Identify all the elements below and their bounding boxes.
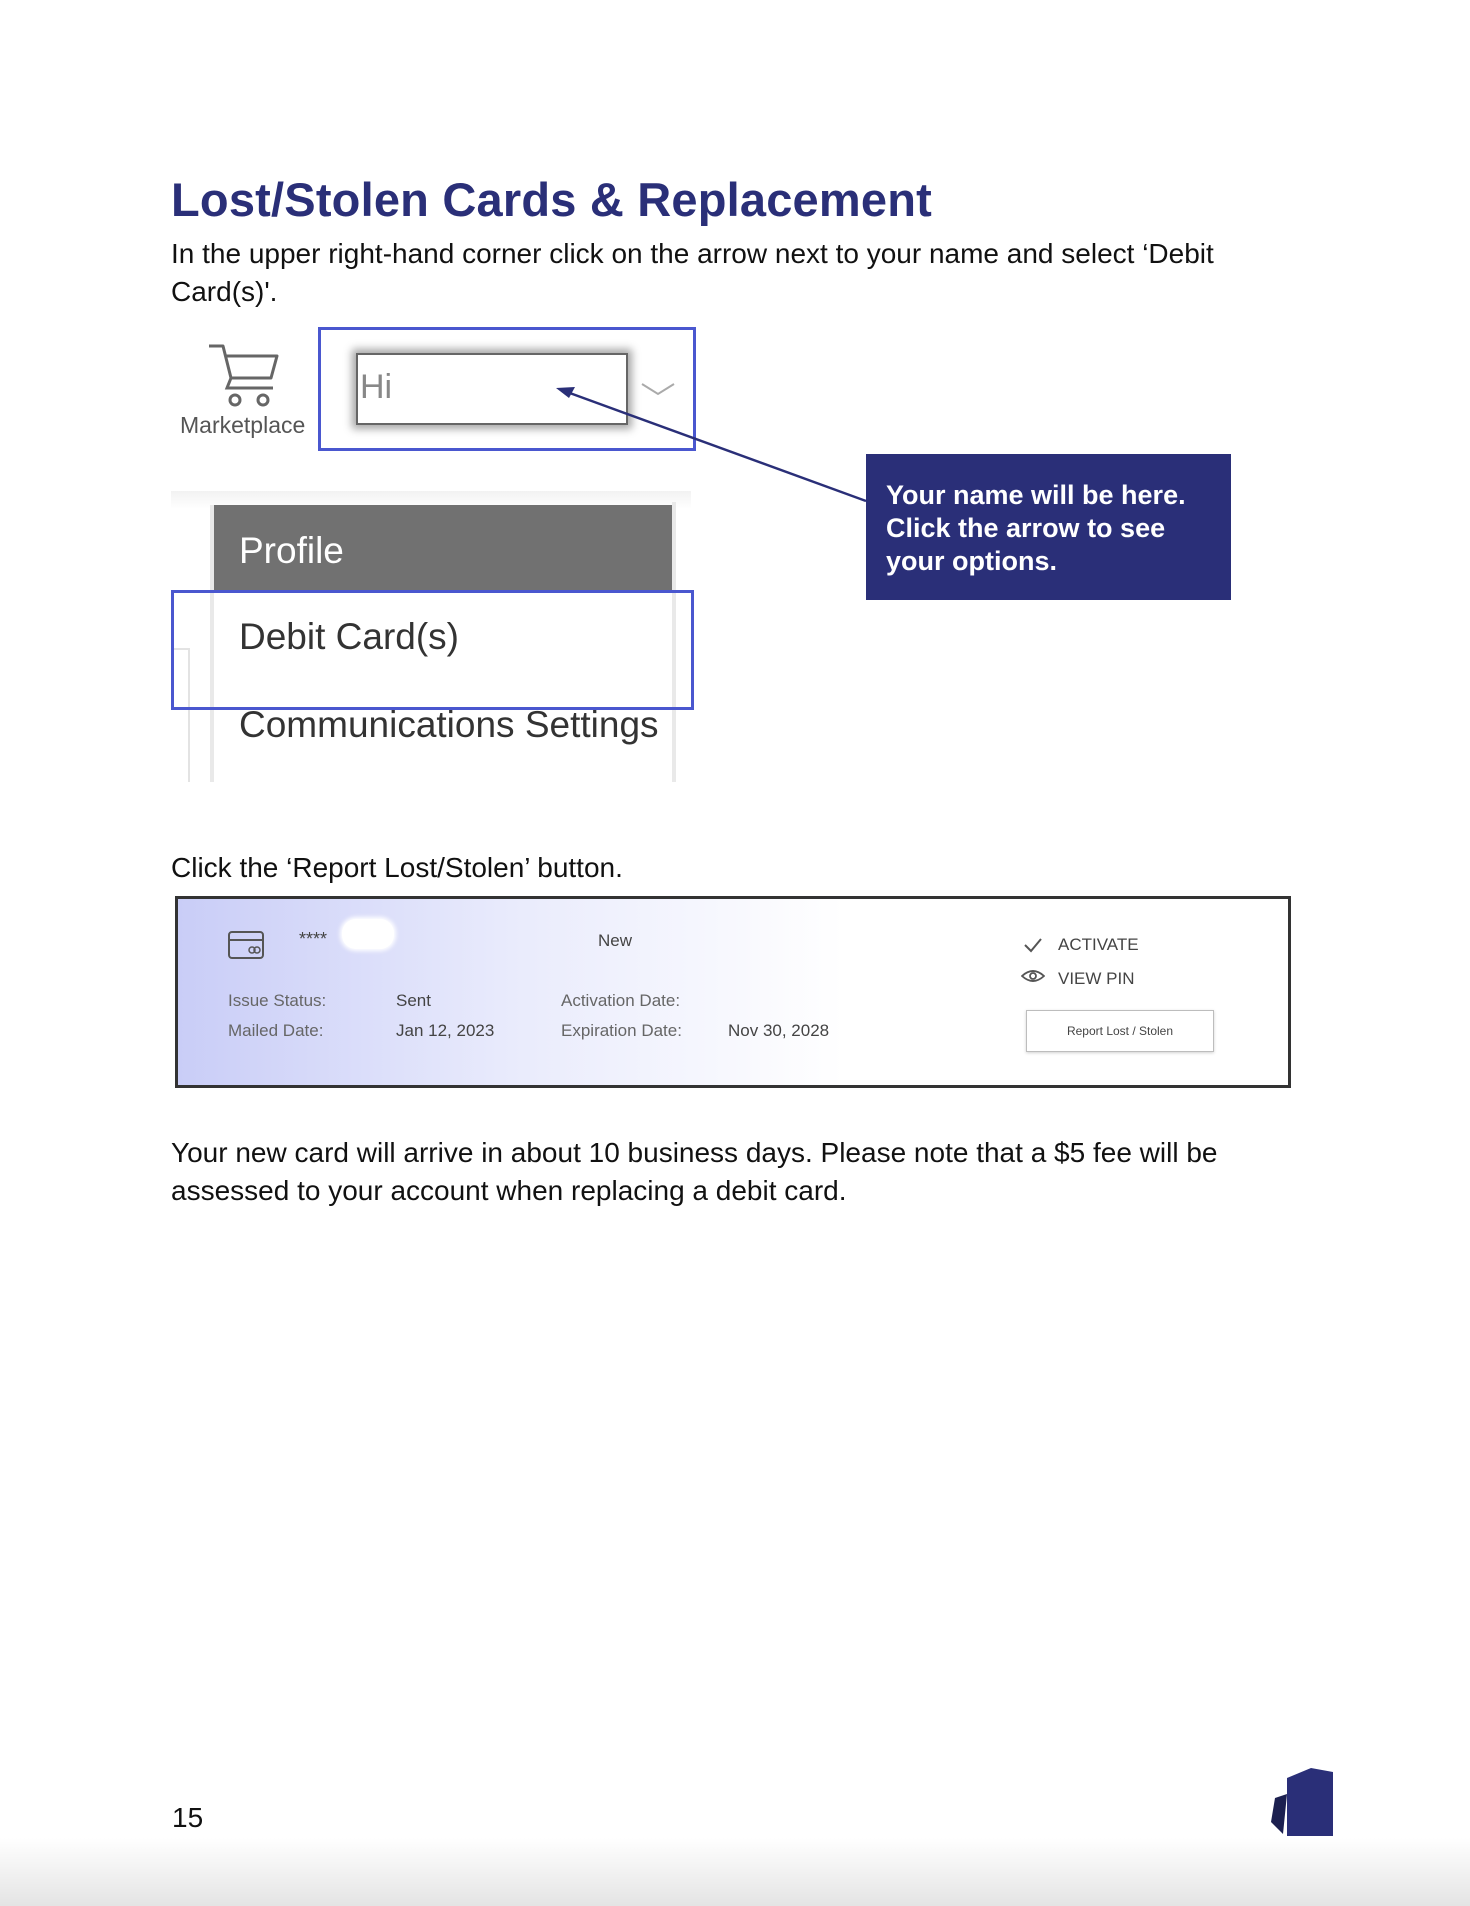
view-pin-link[interactable]: VIEW PIN (1058, 969, 1135, 988)
intro-paragraph: In the upper right-hand corner click on the arrow next to your name and select ‘Debit Card(s)'. (171, 238, 1214, 307)
note-paragraph: Your new card will arrive in about 10 business days. Please note that a $5 fee will be assessed to your account when replacing a debit card. (171, 1137, 1218, 1206)
mailed-date-label: Mailed Date: (228, 1021, 324, 1040)
menu-item-profile[interactable]: Profile (214, 505, 672, 592)
page-title: Lost/Stolen Cards & Replacement (171, 173, 932, 226)
expiration-date-label: Expiration Date: (561, 1021, 682, 1040)
name-highlight-frame (318, 327, 696, 451)
menu-item-debit-cards[interactable]: Debit Card(s) (239, 616, 459, 657)
activate-link[interactable]: ACTIVATE (1058, 935, 1139, 954)
user-name-display[interactable]: Hi (356, 353, 628, 425)
credit-card-icon (228, 931, 264, 959)
shopping-cart-icon (205, 342, 281, 408)
company-logo-icon (1263, 1764, 1337, 1838)
issue-status-value: Sent (396, 991, 431, 1010)
menu-item-communications-settings[interactable]: Communications Settings (239, 704, 659, 745)
page-number: 15 (172, 1802, 204, 1833)
expiration-date-value: Nov 30, 2028 (728, 1021, 830, 1040)
activation-date-label: Activation Date: (561, 991, 681, 1010)
mailed-date-value: Jan 12, 2023 (396, 1021, 495, 1040)
card-number-masked: **** (299, 929, 328, 949)
debit-cards-highlight-frame (171, 590, 694, 710)
report-lost-stolen-button[interactable]: Report Lost / Stolen (1026, 1010, 1214, 1052)
check-icon[interactable] (1023, 937, 1043, 953)
step-instruction: Click the ‘Report Lost/Stolen’ button. (171, 852, 623, 883)
card-state: New (598, 931, 633, 950)
issue-status-label: Issue Status: (228, 991, 327, 1010)
callout-line: Click the arrow to see (886, 513, 1166, 543)
callout-box (866, 454, 1231, 600)
eye-icon[interactable] (1021, 969, 1045, 983)
page-bottom-shadow (0, 1838, 1470, 1906)
marketplace-label[interactable]: Marketplace (180, 412, 306, 438)
debit-card-panel (175, 896, 1291, 1088)
redaction-blur (342, 919, 394, 949)
callout-line: your options. (886, 546, 1057, 576)
callout-line: Your name will be here. (886, 480, 1186, 510)
